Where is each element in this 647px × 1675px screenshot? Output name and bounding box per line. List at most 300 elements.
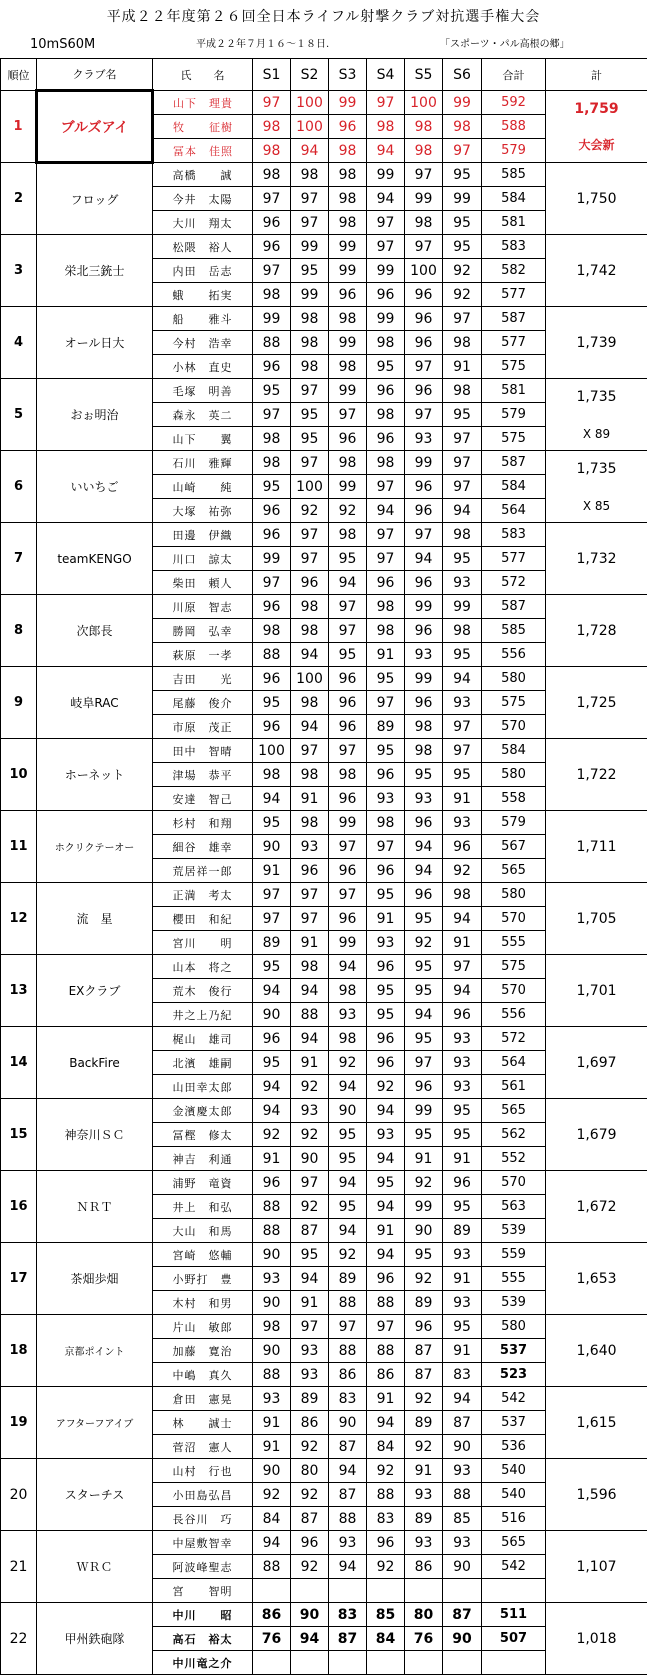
shooter-name: 倉田 憲晃 bbox=[153, 1387, 253, 1411]
series-score: 95 bbox=[291, 427, 329, 451]
series-score: 93 bbox=[291, 835, 329, 859]
series-score: 85 bbox=[443, 1507, 482, 1531]
series-score: 95 bbox=[443, 163, 482, 187]
shooter-total: 565 bbox=[482, 1099, 546, 1123]
shooter-name: 金濱慶太郎 bbox=[153, 1099, 253, 1123]
rank-cell: 7 bbox=[1, 523, 37, 595]
series-score: 92 bbox=[291, 1555, 329, 1579]
club-name: EXクラブ bbox=[37, 955, 153, 1027]
series-score: 96 bbox=[329, 859, 367, 883]
series-score: 91 bbox=[443, 1339, 482, 1363]
shooter-total: 592 bbox=[482, 91, 546, 115]
table-row bbox=[1, 235, 647, 259]
shooter-total: 540 bbox=[482, 1459, 546, 1483]
club-name: 甲州鉄砲隊 bbox=[37, 1603, 153, 1675]
shooter-name: 中川竜之介 bbox=[153, 1651, 253, 1675]
series-score: 94 bbox=[405, 859, 443, 883]
series-score: 98 bbox=[329, 1027, 367, 1051]
shooter-name: 森永 英二 bbox=[153, 403, 253, 427]
series-score: 94 bbox=[443, 907, 482, 931]
shooter-name: 今井 太陽 bbox=[153, 187, 253, 211]
series-score: 94 bbox=[443, 667, 482, 691]
series-score: 97 bbox=[367, 211, 405, 235]
series-score: 90 bbox=[405, 1219, 443, 1243]
series-score: 96 bbox=[367, 379, 405, 403]
series-score: 91 bbox=[253, 859, 291, 883]
shooter-name: 川口 諒太 bbox=[153, 547, 253, 571]
club-name: おぉ明治 bbox=[37, 379, 153, 451]
shooter-total: 584 bbox=[482, 739, 546, 763]
shooter-name: 宮 智明 bbox=[153, 1579, 253, 1603]
series-score: 96 bbox=[253, 211, 291, 235]
shooter-name: 北濱 雄嗣 bbox=[153, 1051, 253, 1075]
series-score: 97 bbox=[253, 187, 291, 211]
series-score: 83 bbox=[329, 1603, 367, 1627]
shooter-total: 585 bbox=[482, 619, 546, 643]
series-score: 99 bbox=[405, 1099, 443, 1123]
shooter-name: 荒木 俊行 bbox=[153, 979, 253, 1003]
series-score: 99 bbox=[405, 1195, 443, 1219]
series-score: 97 bbox=[329, 619, 367, 643]
table-row bbox=[1, 595, 647, 619]
series-score: 97 bbox=[253, 403, 291, 427]
shooter-name: 安達 智己 bbox=[153, 787, 253, 811]
shooter-total: 570 bbox=[482, 715, 546, 739]
shooter-total: 570 bbox=[482, 979, 546, 1003]
series-score: 99 bbox=[291, 235, 329, 259]
shooter-total: 536 bbox=[482, 1435, 546, 1459]
series-score: 86 bbox=[405, 1555, 443, 1579]
series-score: 88 bbox=[367, 1339, 405, 1363]
shooter-total: 558 bbox=[482, 787, 546, 811]
shooter-total: 539 bbox=[482, 1219, 546, 1243]
series-score: 99 bbox=[443, 595, 482, 619]
series-score: 93 bbox=[291, 1099, 329, 1123]
series-score: 95 bbox=[367, 355, 405, 379]
series-score: 96 bbox=[329, 283, 367, 307]
col-s4: S4 bbox=[367, 59, 405, 91]
series-score: 97 bbox=[253, 571, 291, 595]
event-venue: 「スポーツ・パル高根の郷」 bbox=[440, 39, 570, 50]
series-score: 98 bbox=[329, 763, 367, 787]
series-score: 98 bbox=[291, 355, 329, 379]
shooter-total bbox=[482, 1651, 546, 1675]
rank-cell: 5 bbox=[1, 379, 37, 451]
series-score: 91 bbox=[443, 787, 482, 811]
series-score: 76 bbox=[253, 1627, 291, 1651]
rank-cell: 4 bbox=[1, 307, 37, 379]
series-score: 97 bbox=[291, 451, 329, 475]
series-score: 98 bbox=[253, 451, 291, 475]
shooter-name: 中川 昭 bbox=[153, 1603, 253, 1627]
series-score: 96 bbox=[443, 1003, 482, 1027]
series-score: 98 bbox=[329, 187, 367, 211]
series-score: 97 bbox=[367, 691, 405, 715]
series-score: 97 bbox=[329, 1315, 367, 1339]
shooter-total: 563 bbox=[482, 1195, 546, 1219]
series-score: 94 bbox=[367, 1147, 405, 1171]
series-score: 87 bbox=[405, 1339, 443, 1363]
series-score: 96 bbox=[367, 1027, 405, 1051]
series-score: 94 bbox=[367, 139, 405, 163]
series-score: 93 bbox=[329, 1531, 367, 1555]
rank-cell: 9 bbox=[1, 667, 37, 739]
series-score: 92 bbox=[443, 259, 482, 283]
club-name: ＮＲＴ bbox=[37, 1171, 153, 1243]
team-total-value: 1,735 bbox=[576, 460, 617, 477]
series-score: 76 bbox=[405, 1627, 443, 1651]
series-score: 96 bbox=[405, 331, 443, 355]
series-score: 93 bbox=[367, 1123, 405, 1147]
series-score: 89 bbox=[291, 1387, 329, 1411]
series-score: 90 bbox=[253, 835, 291, 859]
series-score: 96 bbox=[443, 835, 482, 859]
series-score: 92 bbox=[443, 283, 482, 307]
series-score: 96 bbox=[405, 811, 443, 835]
series-score: 96 bbox=[367, 955, 405, 979]
shooter-name: 高橋 誠 bbox=[153, 163, 253, 187]
series-score: 91 bbox=[253, 1411, 291, 1435]
table-row bbox=[1, 1315, 647, 1339]
shooter-total: 559 bbox=[482, 1243, 546, 1267]
team-total-value: 1,759 bbox=[574, 100, 619, 117]
series-score: 96 bbox=[405, 883, 443, 907]
series-score: 98 bbox=[291, 955, 329, 979]
shooter-total: 572 bbox=[482, 1027, 546, 1051]
team-total bbox=[546, 91, 647, 163]
series-score: 87 bbox=[291, 1219, 329, 1243]
series-score: 97 bbox=[329, 403, 367, 427]
series-score: 96 bbox=[405, 571, 443, 595]
club-name: スターチス bbox=[37, 1459, 153, 1531]
series-score: 94 bbox=[405, 835, 443, 859]
series-score: 91 bbox=[291, 1051, 329, 1075]
team-total: 1,705 bbox=[546, 883, 647, 955]
shooter-name: 市原 茂正 bbox=[153, 715, 253, 739]
series-score: 97 bbox=[443, 307, 482, 331]
series-score: 98 bbox=[329, 139, 367, 163]
series-score: 89 bbox=[367, 715, 405, 739]
team-total: 1,750 bbox=[546, 163, 647, 235]
shooter-name: 田中 智晴 bbox=[153, 739, 253, 763]
series-score: 96 bbox=[405, 499, 443, 523]
series-score: 97 bbox=[291, 211, 329, 235]
team-total: 1,596 bbox=[546, 1459, 647, 1531]
team-total: 1,679 bbox=[546, 1099, 647, 1171]
page-title: 平成２２年度第２６回全日本ライフル射撃クラブ対抗選手権大会 bbox=[106, 9, 541, 25]
shooter-total: 570 bbox=[482, 907, 546, 931]
shooter-name: 内田 岳志 bbox=[153, 259, 253, 283]
shooter-total: 575 bbox=[482, 691, 546, 715]
series-score: 98 bbox=[253, 163, 291, 187]
series-score: 100 bbox=[291, 91, 329, 115]
series-score: 93 bbox=[253, 1387, 291, 1411]
series-score: 93 bbox=[405, 1483, 443, 1507]
shooter-name: 大山 和馬 bbox=[153, 1219, 253, 1243]
series-score: 83 bbox=[443, 1363, 482, 1387]
table-row bbox=[1, 955, 647, 979]
series-score: 95 bbox=[367, 1003, 405, 1027]
series-score: 89 bbox=[253, 931, 291, 955]
series-score: 98 bbox=[443, 619, 482, 643]
series-score: 92 bbox=[443, 859, 482, 883]
series-score: 95 bbox=[329, 643, 367, 667]
series-score: 96 bbox=[329, 715, 367, 739]
series-score: 94 bbox=[329, 571, 367, 595]
series-score: 92 bbox=[291, 1123, 329, 1147]
team-total: 1,722 bbox=[546, 739, 647, 811]
series-score: 93 bbox=[405, 643, 443, 667]
team-total: 1,653 bbox=[546, 1243, 647, 1315]
series-score: 87 bbox=[443, 1411, 482, 1435]
series-score: 93 bbox=[405, 427, 443, 451]
series-score: 94 bbox=[329, 1555, 367, 1579]
series-score: 94 bbox=[253, 979, 291, 1003]
series-score: 96 bbox=[367, 763, 405, 787]
col-sum: 合計 bbox=[482, 59, 546, 91]
team-total-value: 1,735 bbox=[576, 388, 617, 405]
shooter-total: 537 bbox=[482, 1411, 546, 1435]
series-score: 93 bbox=[443, 1051, 482, 1075]
series-score: 97 bbox=[367, 91, 405, 115]
shooter-name: 小田島弘昌 bbox=[153, 1483, 253, 1507]
shooter-total: 542 bbox=[482, 1555, 546, 1579]
series-score: 90 bbox=[291, 1603, 329, 1627]
event-name: 10mS60M bbox=[30, 37, 96, 52]
shooter-name: 尾藤 俊介 bbox=[153, 691, 253, 715]
series-score: 92 bbox=[367, 1075, 405, 1099]
subheader bbox=[0, 34, 647, 56]
shooter-total: 516 bbox=[482, 1507, 546, 1531]
series-score: 92 bbox=[291, 1483, 329, 1507]
shooter-name: 小林 直史 bbox=[153, 355, 253, 379]
shooter-name: 細谷 雄幸 bbox=[153, 835, 253, 859]
shooter-name: 大川 翔太 bbox=[153, 211, 253, 235]
series-score: 98 bbox=[291, 163, 329, 187]
series-score: 90 bbox=[253, 1243, 291, 1267]
series-score: 90 bbox=[291, 1147, 329, 1171]
series-score: 98 bbox=[367, 619, 405, 643]
shooter-name: 柴田 頼人 bbox=[153, 571, 253, 595]
series-score: 91 bbox=[405, 1459, 443, 1483]
series-score: 87 bbox=[329, 1483, 367, 1507]
series-score: 96 bbox=[367, 571, 405, 595]
shooter-total: 552 bbox=[482, 1147, 546, 1171]
series-score: 95 bbox=[253, 811, 291, 835]
series-score: 90 bbox=[253, 1459, 291, 1483]
series-score: 97 bbox=[405, 523, 443, 547]
shooter-name: 阿波峰聖志 bbox=[153, 1555, 253, 1579]
series-score: 93 bbox=[443, 1459, 482, 1483]
club-name: いいちご bbox=[37, 451, 153, 523]
series-score: 98 bbox=[329, 523, 367, 547]
shooter-name: 加藤 寛治 bbox=[153, 1339, 253, 1363]
series-score: 98 bbox=[329, 307, 367, 331]
series-score: 89 bbox=[405, 1507, 443, 1531]
table-row bbox=[1, 1387, 647, 1411]
series-score: 97 bbox=[443, 139, 482, 163]
shooter-total: 523 bbox=[482, 1363, 546, 1387]
series-score: 98 bbox=[253, 763, 291, 787]
series-score: 92 bbox=[405, 1435, 443, 1459]
shooter-total: 580 bbox=[482, 1315, 546, 1339]
series-score: 89 bbox=[443, 1219, 482, 1243]
series-score: 94 bbox=[329, 1171, 367, 1195]
series-score: 88 bbox=[253, 1363, 291, 1387]
shooter-name: 船 雅斗 bbox=[153, 307, 253, 331]
series-score: 92 bbox=[291, 499, 329, 523]
series-score: 90 bbox=[443, 1627, 482, 1651]
series-score: 97 bbox=[443, 475, 482, 499]
series-score: 96 bbox=[405, 307, 443, 331]
club-name: 栄北三銃士 bbox=[37, 235, 153, 307]
series-score: 98 bbox=[405, 115, 443, 139]
shooter-name: 冨本 佳照 bbox=[153, 139, 253, 163]
shooter-name: 山下 翼 bbox=[153, 427, 253, 451]
shooter-name: 中屋敷智幸 bbox=[153, 1531, 253, 1555]
series-score: 93 bbox=[443, 571, 482, 595]
series-score: 96 bbox=[329, 667, 367, 691]
series-score: 95 bbox=[443, 235, 482, 259]
shooter-name: 牧 征樹 bbox=[153, 115, 253, 139]
shooter-total: 575 bbox=[482, 955, 546, 979]
series-score: 99 bbox=[329, 91, 367, 115]
series-score: 99 bbox=[367, 259, 405, 283]
series-score: 88 bbox=[253, 1555, 291, 1579]
series-score bbox=[329, 1579, 367, 1603]
series-score: 96 bbox=[405, 475, 443, 499]
series-score: 96 bbox=[367, 1267, 405, 1291]
series-score: 94 bbox=[291, 1627, 329, 1651]
series-score: 97 bbox=[405, 235, 443, 259]
series-score: 95 bbox=[405, 1243, 443, 1267]
series-score: 91 bbox=[291, 787, 329, 811]
series-score: 97 bbox=[367, 835, 405, 859]
shooter-total: 583 bbox=[482, 523, 546, 547]
table-row bbox=[1, 1603, 647, 1627]
series-score bbox=[443, 1651, 482, 1675]
shooter-name: 吉田 光 bbox=[153, 667, 253, 691]
series-score: 96 bbox=[253, 667, 291, 691]
shooter-total: 556 bbox=[482, 643, 546, 667]
shooter-total: 565 bbox=[482, 1531, 546, 1555]
series-score: 95 bbox=[291, 1243, 329, 1267]
series-score: 95 bbox=[443, 1099, 482, 1123]
series-score: 92 bbox=[253, 1123, 291, 1147]
series-score: 100 bbox=[405, 91, 443, 115]
series-score: 94 bbox=[367, 1195, 405, 1219]
shooter-total: 587 bbox=[482, 451, 546, 475]
series-score: 89 bbox=[329, 1267, 367, 1291]
shooter-total: 584 bbox=[482, 475, 546, 499]
series-score: 98 bbox=[329, 163, 367, 187]
shooter-name: 山崎 純 bbox=[153, 475, 253, 499]
shooter-total: 565 bbox=[482, 859, 546, 883]
series-score: 98 bbox=[367, 595, 405, 619]
series-score: 92 bbox=[253, 1483, 291, 1507]
series-score: 97 bbox=[291, 523, 329, 547]
shooter-name: 今村 浩幸 bbox=[153, 331, 253, 355]
series-score: 96 bbox=[253, 355, 291, 379]
series-score: 87 bbox=[291, 1507, 329, 1531]
series-score: 88 bbox=[367, 1483, 405, 1507]
series-score: 88 bbox=[253, 331, 291, 355]
shooter-total: 555 bbox=[482, 931, 546, 955]
tiebreak-note: X 89 bbox=[582, 426, 611, 441]
series-score: 91 bbox=[291, 1291, 329, 1315]
shooter-name: 大塚 祐弥 bbox=[153, 499, 253, 523]
series-score: 92 bbox=[405, 1171, 443, 1195]
series-score: 98 bbox=[291, 595, 329, 619]
series-score: 96 bbox=[291, 1531, 329, 1555]
club-name: BackFire bbox=[37, 1027, 153, 1099]
shooter-name: 松隈 裕人 bbox=[153, 235, 253, 259]
series-score: 95 bbox=[329, 1123, 367, 1147]
series-score: 93 bbox=[367, 787, 405, 811]
series-score: 96 bbox=[405, 283, 443, 307]
series-score: 97 bbox=[367, 523, 405, 547]
series-score: 96 bbox=[329, 907, 367, 931]
series-score: 98 bbox=[405, 139, 443, 163]
series-score: 98 bbox=[291, 763, 329, 787]
series-score: 95 bbox=[367, 739, 405, 763]
series-score: 95 bbox=[367, 1171, 405, 1195]
col-name: 氏 名 bbox=[153, 59, 253, 91]
shooter-total: 556 bbox=[482, 1003, 546, 1027]
col-s6: S6 bbox=[443, 59, 482, 91]
series-score: 99 bbox=[405, 667, 443, 691]
series-score: 94 bbox=[291, 979, 329, 1003]
club-name: ホーネット bbox=[37, 739, 153, 811]
series-score: 80 bbox=[291, 1459, 329, 1483]
shooter-name: 宮川 明 bbox=[153, 931, 253, 955]
series-score: 94 bbox=[405, 1003, 443, 1027]
shooter-name: 長谷川 巧 bbox=[153, 1507, 253, 1531]
series-score: 83 bbox=[329, 1387, 367, 1411]
series-score: 94 bbox=[329, 1459, 367, 1483]
series-score: 92 bbox=[291, 1075, 329, 1099]
series-score: 93 bbox=[405, 787, 443, 811]
series-score: 87 bbox=[329, 1435, 367, 1459]
rank-cell: 17 bbox=[1, 1243, 37, 1315]
series-score: 91 bbox=[367, 1387, 405, 1411]
series-score: 94 bbox=[443, 979, 482, 1003]
shooter-name: 浦野 竜資 bbox=[153, 1171, 253, 1195]
series-score: 94 bbox=[367, 1243, 405, 1267]
series-score: 92 bbox=[367, 1459, 405, 1483]
series-score: 96 bbox=[367, 283, 405, 307]
series-score: 96 bbox=[291, 571, 329, 595]
shooter-total: 584 bbox=[482, 187, 546, 211]
series-score: 94 bbox=[253, 1531, 291, 1555]
series-score: 97 bbox=[253, 883, 291, 907]
shooter-name: 井之上乃紀 bbox=[153, 1003, 253, 1027]
series-score: 96 bbox=[253, 235, 291, 259]
team-total: 1,697 bbox=[546, 1027, 647, 1099]
series-score: 98 bbox=[367, 811, 405, 835]
series-score: 97 bbox=[329, 595, 367, 619]
series-score: 90 bbox=[329, 1411, 367, 1435]
series-score: 95 bbox=[329, 1147, 367, 1171]
shooter-total: 585 bbox=[482, 163, 546, 187]
shooter-total: 579 bbox=[482, 811, 546, 835]
series-score: 99 bbox=[329, 259, 367, 283]
series-score: 88 bbox=[253, 1195, 291, 1219]
shooter-name: 片山 敏郎 bbox=[153, 1315, 253, 1339]
series-score: 94 bbox=[443, 499, 482, 523]
table-row bbox=[1, 163, 647, 187]
series-score: 98 bbox=[443, 379, 482, 403]
